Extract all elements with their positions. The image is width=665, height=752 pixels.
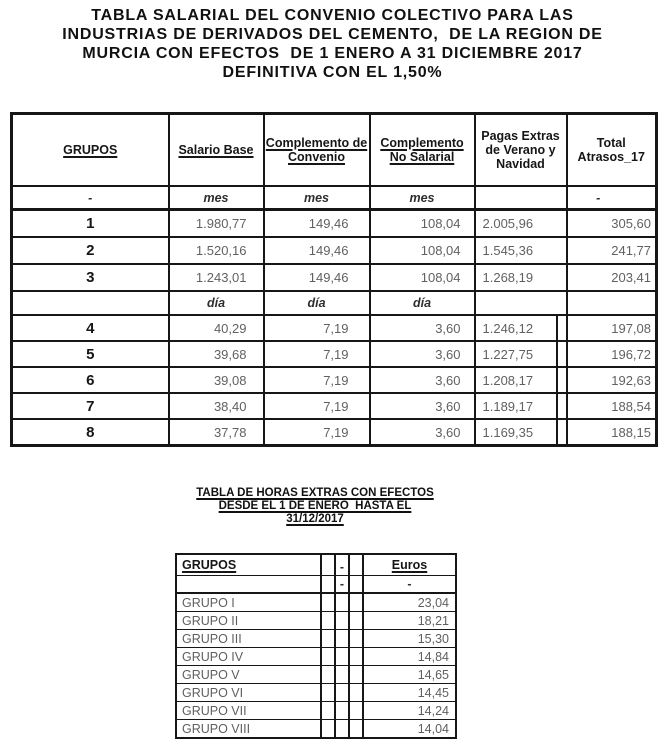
total-atrasos-cell: 241,77 [567,237,657,264]
salary-row-grupo-2 [12,237,657,264]
narrow-spacer-cell [557,315,567,341]
spacer-cell [349,612,363,630]
salario-base-cell: 38,40 [169,393,264,419]
complemento-convenio-cell: 7,19 [264,419,370,446]
complemento-convenio-cell: 149,46 [264,237,370,264]
pagas-extras-cell: 1.208,17 [475,367,557,393]
column-header-total-atrasos: Total Atrasos_17 [567,114,657,187]
spacer-cell [321,720,335,739]
complemento-convenio-cell: 7,19 [264,393,370,419]
month-unit-row [12,186,657,210]
complemento-no-salarial-unit-cell: día [370,291,475,315]
extras-row-5 [176,666,456,684]
grupo-cell: 5 [12,341,169,367]
complemento-convenio-cell: 7,19 [264,315,370,341]
complemento-no-salarial-cell: 108,04 [370,264,475,291]
grupo-label-cell: GRUPO VI [176,684,321,702]
complemento-no-salarial-cell: 3,60 [370,315,475,341]
spacer-cell [321,630,335,648]
grupos-empty-cell [12,291,169,315]
main-title [0,6,665,82]
total-atrasos-cell: 305,60 [567,210,657,238]
spacer-cell [349,648,363,666]
grupo-cell: 6 [12,367,169,393]
total-atrasos-dash-cell: - [567,186,657,210]
spacer-cell [321,666,335,684]
grupo-label-cell: GRUPO VIII [176,720,321,739]
grupo-cell: 3 [12,264,169,291]
extras-title-line: TABLA DE HORAS EXTRAS CON EFECTOS [196,487,434,499]
euros-value-cell: 14,04 [363,720,456,739]
spacer-cell [321,612,335,630]
pagas-extras-unit-cell [475,291,567,315]
column-header-complemento-no-salarial: Complemento No Salarial [370,114,475,187]
complemento-convenio-unit-cell: mes [264,186,370,210]
total-atrasos-unit-cell [567,291,657,315]
complemento-no-salarial-cell: 3,60 [370,341,475,367]
salario-base-cell: 1.520,16 [169,237,264,264]
euros-value-cell: 23,04 [363,593,456,612]
extras-header-dash: - [335,554,349,576]
extras-row-7 [176,702,456,720]
complemento-convenio-cell: 149,46 [264,210,370,238]
spacer-cell [349,684,363,702]
extras-title-line: DESDE EL 1 DE ENERO HASTA EL [218,500,412,512]
salary-table-body [12,186,657,446]
day-unit-row [12,291,657,315]
euros-value-cell: 15,30 [363,630,456,648]
extras-table [175,553,457,739]
spacer-cell [335,593,349,612]
extras-row-3 [176,630,456,648]
column-header-pagas-extras: Pagas Extras de Verano y Navidad [475,114,567,187]
salario-base-cell: 39,08 [169,367,264,393]
spacer-cell [321,702,335,720]
spacer-cell [321,554,335,576]
spacer-cell [349,702,363,720]
narrow-spacer-cell [557,393,567,419]
column-header-grupos: GRUPOS [12,114,169,187]
pagas-extras-cell: 1.189,17 [475,393,557,419]
salario-base-cell: 1.243,01 [169,264,264,291]
spacer-cell [349,593,363,612]
extras-row-8 [176,720,456,739]
grupo-label-cell: GRUPO V [176,666,321,684]
complemento-convenio-unit-cell: día [264,291,370,315]
grupo-label-cell: GRUPO I [176,593,321,612]
extras-empty-euros-dash: - [363,576,456,594]
salario-base-unit-cell: mes [169,186,264,210]
extras-empty-row [176,576,456,594]
total-atrasos-cell: 188,54 [567,393,657,419]
narrow-spacer-cell [557,341,567,367]
total-atrasos-cell: 192,63 [567,367,657,393]
extras-row-2 [176,612,456,630]
salario-base-cell: 40,29 [169,315,264,341]
salario-base-cell: 1.980,77 [169,210,264,238]
euros-value-cell: 14,45 [363,684,456,702]
spacer-cell [321,648,335,666]
salary-row-grupo-8 [12,419,657,446]
column-header-salario-base: Salario Base [169,114,264,187]
salary-row-grupo-5 [12,341,657,367]
pagas-extras-cell: 2.005,96 [475,210,567,238]
spacer-cell [335,666,349,684]
pagas-extras-cell: 1.268,19 [475,264,567,291]
salary-row-grupo-6 [12,367,657,393]
extras-empty-dash: - [335,576,349,594]
grupos-dash-cell: - [12,186,169,210]
pagas-extras-cell: 1.545,36 [475,237,567,264]
grupo-label-cell: GRUPO IV [176,648,321,666]
complemento-no-salarial-cell: 108,04 [370,237,475,264]
pagas-extras-cell: 1.246,12 [475,315,557,341]
main-title-line: DEFINITIVA CON EL 1,50% [222,64,443,81]
extras-column-header-grupos: GRUPOS [176,554,321,576]
complemento-no-salarial-unit-cell: mes [370,186,475,210]
complemento-convenio-cell: 7,19 [264,341,370,367]
main-title-line: MURCIA CON EFECTOS DE 1 ENERO A 31 DICIEMBRE 2017 [82,45,583,62]
extras-row-6 [176,684,456,702]
euros-value-cell: 18,21 [363,612,456,630]
grupo-label-cell: GRUPO VII [176,702,321,720]
spacer-cell [335,612,349,630]
salary-row-grupo-7 [12,393,657,419]
pagas-extras-cell: 1.227,75 [475,341,557,367]
salary-table [10,112,658,447]
euros-value-cell: 14,84 [363,648,456,666]
extras-title [0,487,630,526]
spacer-cell [321,593,335,612]
salary-header-row [12,114,657,187]
grupo-label-cell: GRUPO III [176,630,321,648]
grupo-label-cell: GRUPO II [176,612,321,630]
spacer-cell [349,554,363,576]
grupo-cell: 4 [12,315,169,341]
extras-row-1 [176,593,456,612]
spacer-cell [321,576,335,594]
extras-header-row [176,554,456,576]
extras-column-header-euros: Euros [363,554,456,576]
euros-value-cell: 14,65 [363,666,456,684]
pagas-extras-unit-cell [475,186,567,210]
grupo-cell: 1 [12,210,169,238]
spacer-cell [335,684,349,702]
spacer-cell [349,630,363,648]
complemento-convenio-cell: 7,19 [264,367,370,393]
complemento-convenio-cell: 149,46 [264,264,370,291]
grupo-cell: 8 [12,419,169,446]
spacer-cell [321,684,335,702]
spacer-cell [335,648,349,666]
spacer-cell [335,630,349,648]
main-title-line: INDUSTRIAS DE DERIVADOS DEL CEMENTO, DE LA REGION DE [62,26,603,43]
spacer-cell [349,576,363,594]
spacer-cell [349,666,363,684]
extras-title-line: 31/12/2017 [286,513,344,525]
salary-row-grupo-3 [12,264,657,291]
salario-base-unit-cell: día [169,291,264,315]
column-header-complemento-convenio: Complemento de Convenio [264,114,370,187]
total-atrasos-cell: 188,15 [567,419,657,446]
narrow-spacer-cell [557,367,567,393]
extras-row-4 [176,648,456,666]
spacer-cell [335,720,349,739]
pagas-extras-cell: 1.169,35 [475,419,557,446]
complemento-no-salarial-cell: 3,60 [370,393,475,419]
total-atrasos-cell: 197,08 [567,315,657,341]
salary-row-grupo-1 [12,210,657,238]
grupo-cell: 7 [12,393,169,419]
main-title-line: TABLA SALARIAL DEL CONVENIO COLECTIVO PARA LAS [91,7,574,24]
total-atrasos-cell: 203,41 [567,264,657,291]
spacer-cell [349,720,363,739]
spacer-cell [335,702,349,720]
complemento-no-salarial-cell: 3,60 [370,367,475,393]
complemento-no-salarial-cell: 3,60 [370,419,475,446]
salario-base-cell: 39,68 [169,341,264,367]
narrow-spacer-cell [557,419,567,446]
salario-base-cell: 37,78 [169,419,264,446]
complemento-no-salarial-cell: 108,04 [370,210,475,238]
total-atrasos-cell: 196,72 [567,341,657,367]
salary-row-grupo-4 [12,315,657,341]
euros-value-cell: 14,24 [363,702,456,720]
grupo-cell: 2 [12,237,169,264]
empty-cell [176,576,321,594]
extras-table-body [176,593,456,738]
